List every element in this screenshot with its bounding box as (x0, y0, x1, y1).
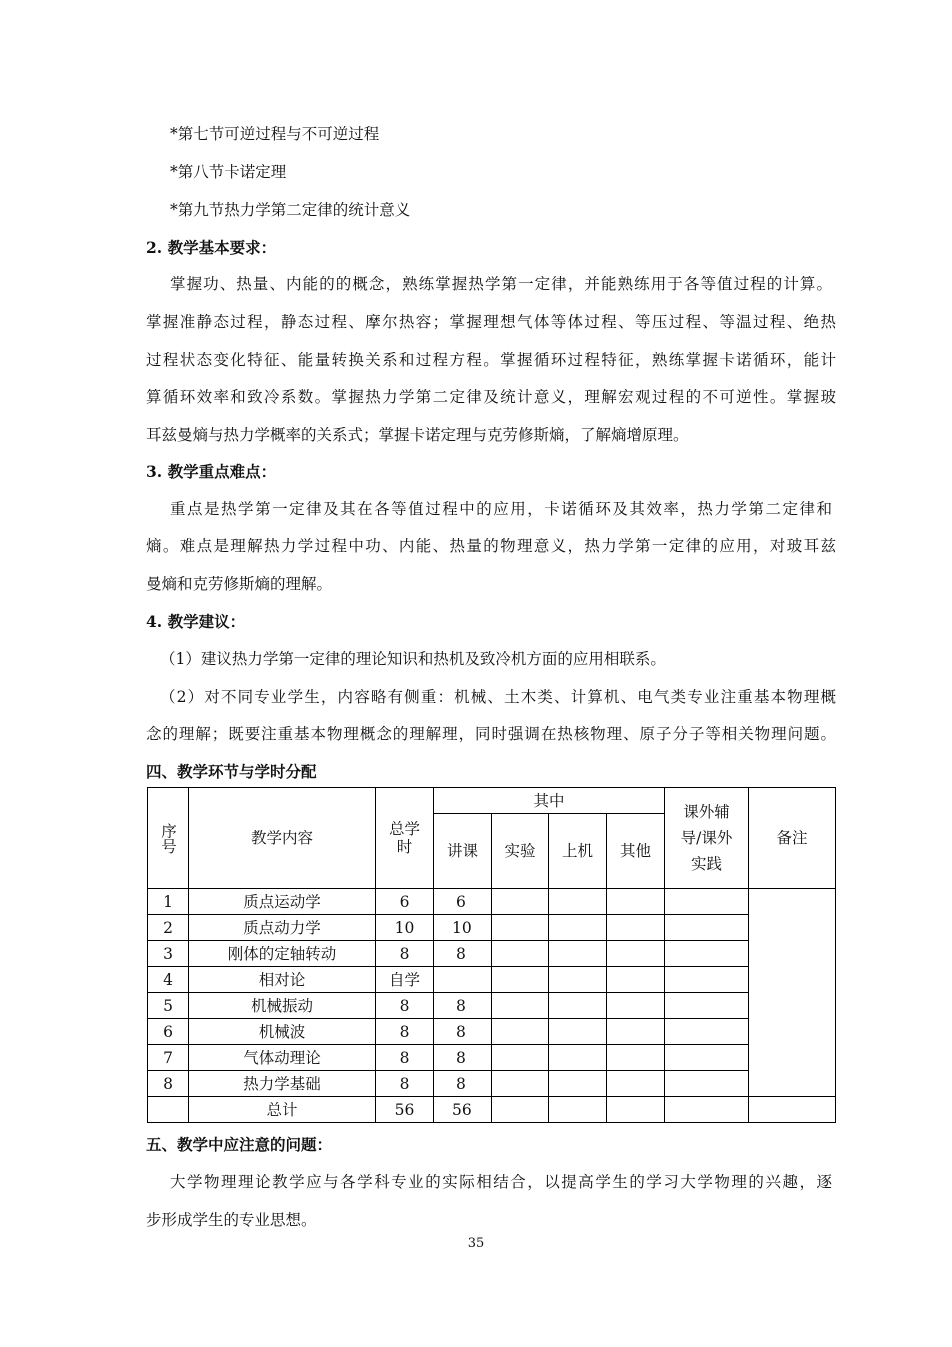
key-points-line-3: 曼熵和克劳修斯熵的理解。 (146, 575, 333, 593)
row-seq: 8 (148, 1071, 189, 1097)
row-total: 8 (376, 1045, 434, 1071)
remark-cell (749, 889, 836, 1097)
advice-line-2: （2）对不同专业学生，内容略有侧重：机械、土木类、计算机、电气类专业注重基本物理概 (160, 688, 836, 706)
row-extra (665, 1019, 749, 1045)
row-content: 相对论 (189, 967, 376, 993)
row-total: 8 (376, 1071, 434, 1097)
row-total: 自学 (376, 967, 434, 993)
header-extracurricular: 课外辅导/课外实践 (665, 788, 749, 889)
notes-line-1: 大学物理理论教学应与各学科专业的实际相结合，以提高学生的学习大学物理的兴趣，逐 (170, 1173, 832, 1191)
table-row (148, 1019, 836, 1045)
header-lab: 实验 (492, 814, 549, 889)
row-computer (549, 1071, 607, 1097)
advice-line-1: （1）建议热力学第一定律的理论知识和热机及致冷机方面的应用相联系。 (160, 650, 666, 668)
table-row (148, 915, 836, 941)
key-points-line-2: 熵。难点是理解热力学过程中功、内能、热量的物理意义，热力学第一定律的应用，对玻耳兹 (146, 537, 836, 555)
row-lab (492, 1071, 549, 1097)
row-total: 8 (376, 993, 434, 1019)
row-lecture: 8 (434, 1045, 492, 1071)
row-extra (665, 941, 749, 967)
total-seq (148, 1097, 189, 1123)
row-content: 机械振动 (189, 993, 376, 1019)
row-lab (492, 967, 549, 993)
row-lecture: 8 (434, 1019, 492, 1045)
total-extra (665, 1097, 749, 1123)
row-extra (665, 993, 749, 1019)
row-seq: 1 (148, 889, 189, 915)
table-row (148, 1045, 836, 1071)
table-row (148, 889, 836, 915)
table-row (148, 993, 836, 1019)
row-extra (665, 1071, 749, 1097)
row-other (607, 1071, 665, 1097)
row-lab (492, 889, 549, 915)
row-computer (549, 993, 607, 1019)
row-other (607, 993, 665, 1019)
header-seq: 序号 (148, 788, 189, 889)
row-content: 质点运动学 (189, 889, 376, 915)
row-lab (492, 1019, 549, 1045)
row-lab (492, 941, 549, 967)
row-content: 质点动力学 (189, 915, 376, 941)
row-content: 热力学基础 (189, 1071, 376, 1097)
section-item-8: *第八节卡诺定理 (170, 163, 287, 181)
row-other (607, 1045, 665, 1071)
row-seq: 2 (148, 915, 189, 941)
row-seq: 5 (148, 993, 189, 1019)
row-extra (665, 889, 749, 915)
row-lecture: 10 (434, 915, 492, 941)
total-lab (492, 1097, 549, 1123)
row-computer (549, 889, 607, 915)
row-lab (492, 993, 549, 1019)
row-seq: 3 (148, 941, 189, 967)
row-computer (549, 1019, 607, 1045)
row-lecture: 8 (434, 1071, 492, 1097)
header-total-hours: 总学时 (376, 788, 434, 889)
row-content: 机械波 (189, 1019, 376, 1045)
table-row (148, 941, 836, 967)
advice-line-3: 念的理解；既要注重基本物理概念的理解理，同时强调在热核物理、原子分子等相关物理问题。 (146, 725, 836, 743)
row-extra (665, 915, 749, 941)
table-row (148, 967, 836, 993)
row-computer (549, 915, 607, 941)
row-total: 10 (376, 915, 434, 941)
header-lecture: 讲课 (434, 814, 492, 889)
total-other (607, 1097, 665, 1123)
schedule-table (147, 787, 836, 1123)
row-lecture: 8 (434, 993, 492, 1019)
row-other (607, 941, 665, 967)
row-seq: 7 (148, 1045, 189, 1071)
advice-heading: 4. 教学建议： (146, 612, 246, 631)
notes-heading: 五、教学中应注意的问题： (146, 1135, 333, 1154)
row-lab (492, 915, 549, 941)
requirements-line-4: 算循环效率和致冷系数。掌握热力学第二定律及统计意义，理解宏观过程的不可逆性。掌握玻 (146, 388, 836, 406)
total-computer (549, 1097, 607, 1123)
row-other (607, 915, 665, 941)
table-total-row (148, 1097, 836, 1123)
row-total: 8 (376, 1019, 434, 1045)
header-remark: 备注 (749, 788, 836, 889)
notes-line-2: 步形成学生的专业思想。 (146, 1211, 317, 1229)
row-seq: 4 (148, 967, 189, 993)
requirements-line-3: 过程状态变化特征、能量转换关系和过程方程。掌握循环过程特征，熟练掌握卡诺循环，能计 (146, 351, 836, 369)
key-points-heading: 3. 教学重点难点： (146, 462, 277, 481)
requirements-line-2: 掌握准静态过程，静态过程、摩尔热容；掌握理想气体等体过程、等压过程、等温过程、绝热 (146, 313, 836, 331)
row-lecture: 6 (434, 889, 492, 915)
header-among: 其中 (434, 788, 665, 814)
table-heading: 四、教学环节与学时分配 (146, 762, 317, 781)
row-other (607, 889, 665, 915)
row-lab (492, 1045, 549, 1071)
row-lecture (434, 967, 492, 993)
header-computer: 上机 (549, 814, 607, 889)
row-total: 6 (376, 889, 434, 915)
row-extra (665, 967, 749, 993)
row-extra (665, 1045, 749, 1071)
row-other (607, 967, 665, 993)
row-total: 8 (376, 941, 434, 967)
row-computer (549, 1045, 607, 1071)
requirements-line-5: 耳兹曼熵与热力学概率的关系式；掌握卡诺定理与克劳修斯熵，了解熵增原理。 (146, 426, 689, 444)
total-label: 总计 (189, 1097, 376, 1123)
requirements-line-1: 掌握功、热量、内能的的概念，熟练掌握热学第一定律，并能熟练用于各等值过程的计算。 (170, 275, 832, 293)
row-computer (549, 941, 607, 967)
page-number: 35 (467, 1236, 485, 1251)
row-content: 刚体的定轴转动 (189, 941, 376, 967)
key-points-line-1: 重点是热学第一定律及其在各等值过程中的应用，卡诺循环及其效率，热力学第二定律和 (170, 500, 832, 518)
total-lecture: 56 (434, 1097, 492, 1123)
row-seq: 6 (148, 1019, 189, 1045)
header-content: 教学内容 (189, 788, 376, 889)
row-lecture: 8 (434, 941, 492, 967)
total-remark (749, 1097, 836, 1123)
section-item-9: *第九节热力学第二定律的统计意义 (170, 201, 411, 219)
requirements-heading: 2. 教学基本要求： (146, 238, 277, 257)
total-hours: 56 (376, 1097, 434, 1123)
row-other (607, 1019, 665, 1045)
table-row (148, 1071, 836, 1097)
header-other: 其他 (607, 814, 665, 889)
row-computer (549, 967, 607, 993)
row-content: 气体动理论 (189, 1045, 376, 1071)
section-item-7: *第七节可逆过程与不可逆过程 (170, 125, 380, 143)
